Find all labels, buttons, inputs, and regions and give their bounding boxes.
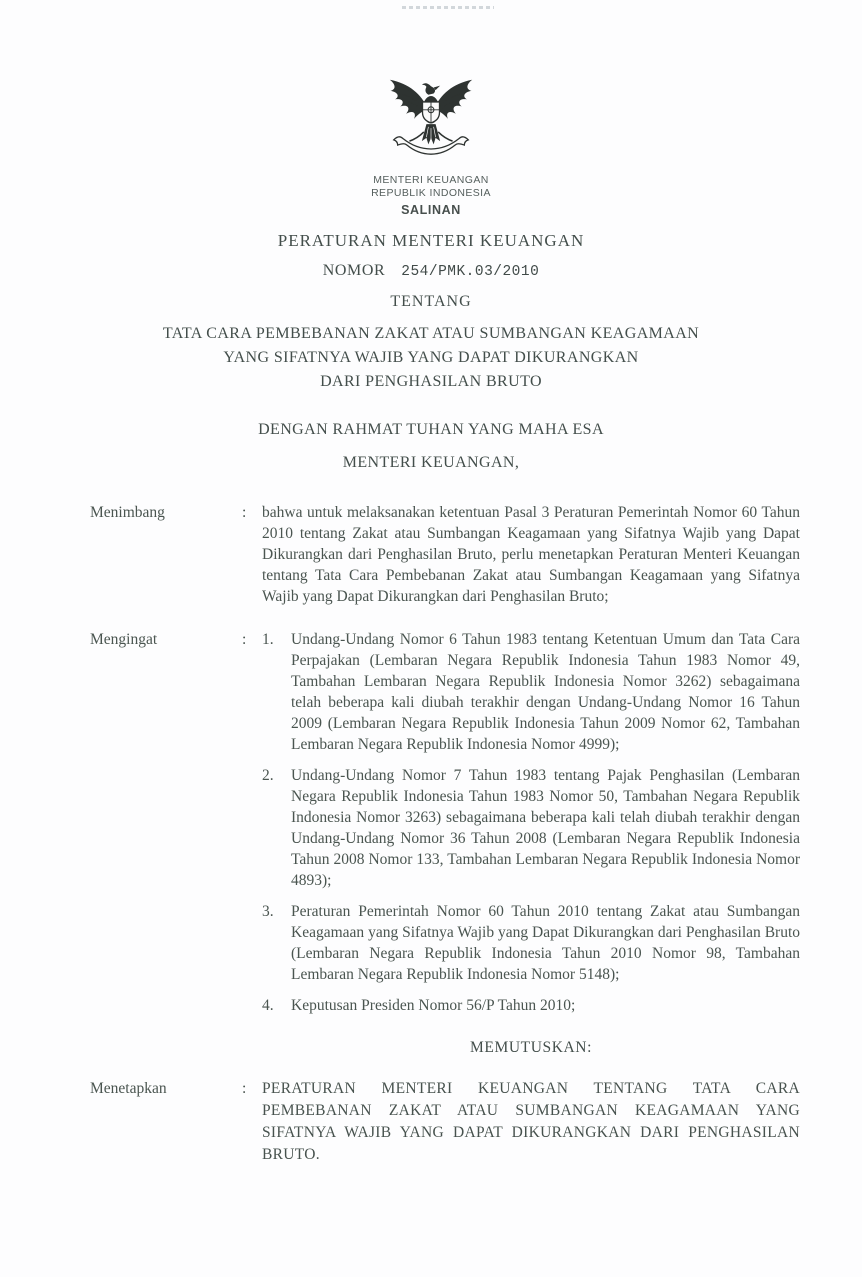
item-text: Undang-Undang Nomor 7 Tahun 1983 tentang Pajak Penghasilan (Lembaran Negara Republik Indonesia Tahun 1983 Nomor 50, Tambahan Negara Republik Indonesia Nomor 3263) sebagaimana beberapa kali telah diubah terakhir dengan Undang-Undang Nomor 36 Tahun 2008 (Lembaran Negara Republik Indonesia Tahun 2008 Nomor 133, Tambahan Lembaran Negara Republik Indonesia Nomor 4893); bbox=[291, 767, 800, 889]
invocation-line: DENGAN RAHMAT TUHAN YANG MAHA ESA bbox=[258, 421, 604, 438]
list-item bbox=[262, 629, 800, 755]
menetapkan-label: Menetapkan bbox=[90, 1080, 167, 1097]
item-text: Keputusan Presiden Nomor 56/P Tahun 2010; bbox=[291, 997, 576, 1014]
document-body bbox=[0, 502, 862, 1166]
item-number: 4. bbox=[262, 997, 274, 1014]
emblem-wrap bbox=[0, 0, 862, 167]
mengingat-section bbox=[90, 629, 800, 1016]
menimbang-text: bahwa untuk melaksanakan ketentuan Pasal 3 Peraturan Pemerintah Nomor 60 Tahun 2010 tentang Zakat atau Sumbangan Keagamaan yang Sifatnya Wajib yang Dapat Dikurangkan dari Penghasilan Bruto, perlu menetapkan Peraturan Menteri Keuangan tentang Tata Cara Pembebanan Zakat atau Sumbangan Keagamaan yang Sifatnya Wajib yang Dapat Dikurangkan dari Penghasilan Bruto; bbox=[262, 504, 800, 605]
letterhead bbox=[0, 174, 862, 218]
regulation-number-line bbox=[0, 262, 862, 280]
ministry-name: MENTERI KEUANGAN bbox=[373, 174, 489, 186]
menetapkan-colon: : bbox=[242, 1080, 247, 1097]
regulation-number-value: 254/PMK.03/2010 bbox=[401, 264, 540, 280]
list-item bbox=[262, 765, 800, 891]
republic-name: REPUBLIK INDONESIA bbox=[371, 187, 491, 199]
list-item bbox=[262, 995, 800, 1016]
menetapkan-section bbox=[90, 1078, 800, 1166]
mengingat-label: Mengingat bbox=[90, 631, 158, 648]
menimbang-colon: : bbox=[242, 504, 247, 521]
item-text: Undang-Undang Nomor 6 Tahun 1983 tentang Ketentuan Umum dan Tata Cara Perpajakan (Lembaran Negara Republik Indonesia Tahun 1983 Nomor 49, Tambahan Lembaran Negara Republik Indonesia Nomor 3262) sebagaimana telah beberapa kali diubah terakhir dengan Undang-Undang Nomor 16 Tahun 2009 (Lembaran Negara Republik Indonesia Tahun 2009 Nomor 62, Tambahan Lembaran Negara Republik Indonesia Nomor 4999); bbox=[291, 631, 800, 753]
item-number: 1. bbox=[262, 631, 274, 648]
memutuskan-heading: MEMUTUSKAN: bbox=[470, 1039, 592, 1056]
item-number: 3. bbox=[262, 903, 274, 920]
garuda-pancasila-icon bbox=[382, 68, 480, 162]
mengingat-colon: : bbox=[242, 631, 247, 648]
item-number: 2. bbox=[262, 767, 274, 784]
subject-line-3: DARI PENGHASILAN BRUTO bbox=[320, 373, 542, 390]
subject-line-1: TATA CARA PEMBEBANAN ZAKAT ATAU SUMBANGAN KEAGAMAAN bbox=[162, 325, 700, 342]
authority-line: MENTERI KEUANGAN, bbox=[342, 454, 520, 471]
item-text: Peraturan Pemerintah Nomor 60 Tahun 2010 tentang Zakat atau Sumbangan Keagamaan yang Sifatnya Wajib yang Dapat Dikurangkan dari Penghasilan Bruto (Lembaran Negara Republik Indonesia Tahun 2010 Nomor 98, Tambahan Lembaran Negara Republik Indonesia Nomor 5148); bbox=[291, 903, 800, 983]
tentang-label: TENTANG bbox=[390, 293, 472, 310]
copy-stamp: SALINAN bbox=[401, 203, 461, 217]
scan-artifact bbox=[402, 6, 494, 9]
memutuskan-section bbox=[90, 1037, 800, 1058]
mengingat-list bbox=[262, 629, 800, 1016]
regulation-number-label: NOMOR bbox=[322, 262, 386, 279]
menimbang-label: Menimbang bbox=[90, 504, 165, 521]
regulation-title: PERATURAN MENTERI KEUANGAN bbox=[277, 231, 585, 250]
menetapkan-text: PERATURAN MENTERI KEUANGAN TENTANG TATA CARA PEMBEBANAN ZAKAT ATAU SUMBANGAN KEAGAMAAN YANG SIFATNYA WAJIB YANG DAPAT DIKURANGKAN DARI PENGHASILAN BRUTO. bbox=[262, 1080, 800, 1163]
list-item bbox=[262, 901, 800, 985]
subject-title bbox=[0, 322, 862, 394]
menimbang-section bbox=[90, 502, 800, 607]
subject-line-2: YANG SIFATNYA WAJIB YANG DAPAT DIKURANGKAN bbox=[223, 349, 639, 366]
